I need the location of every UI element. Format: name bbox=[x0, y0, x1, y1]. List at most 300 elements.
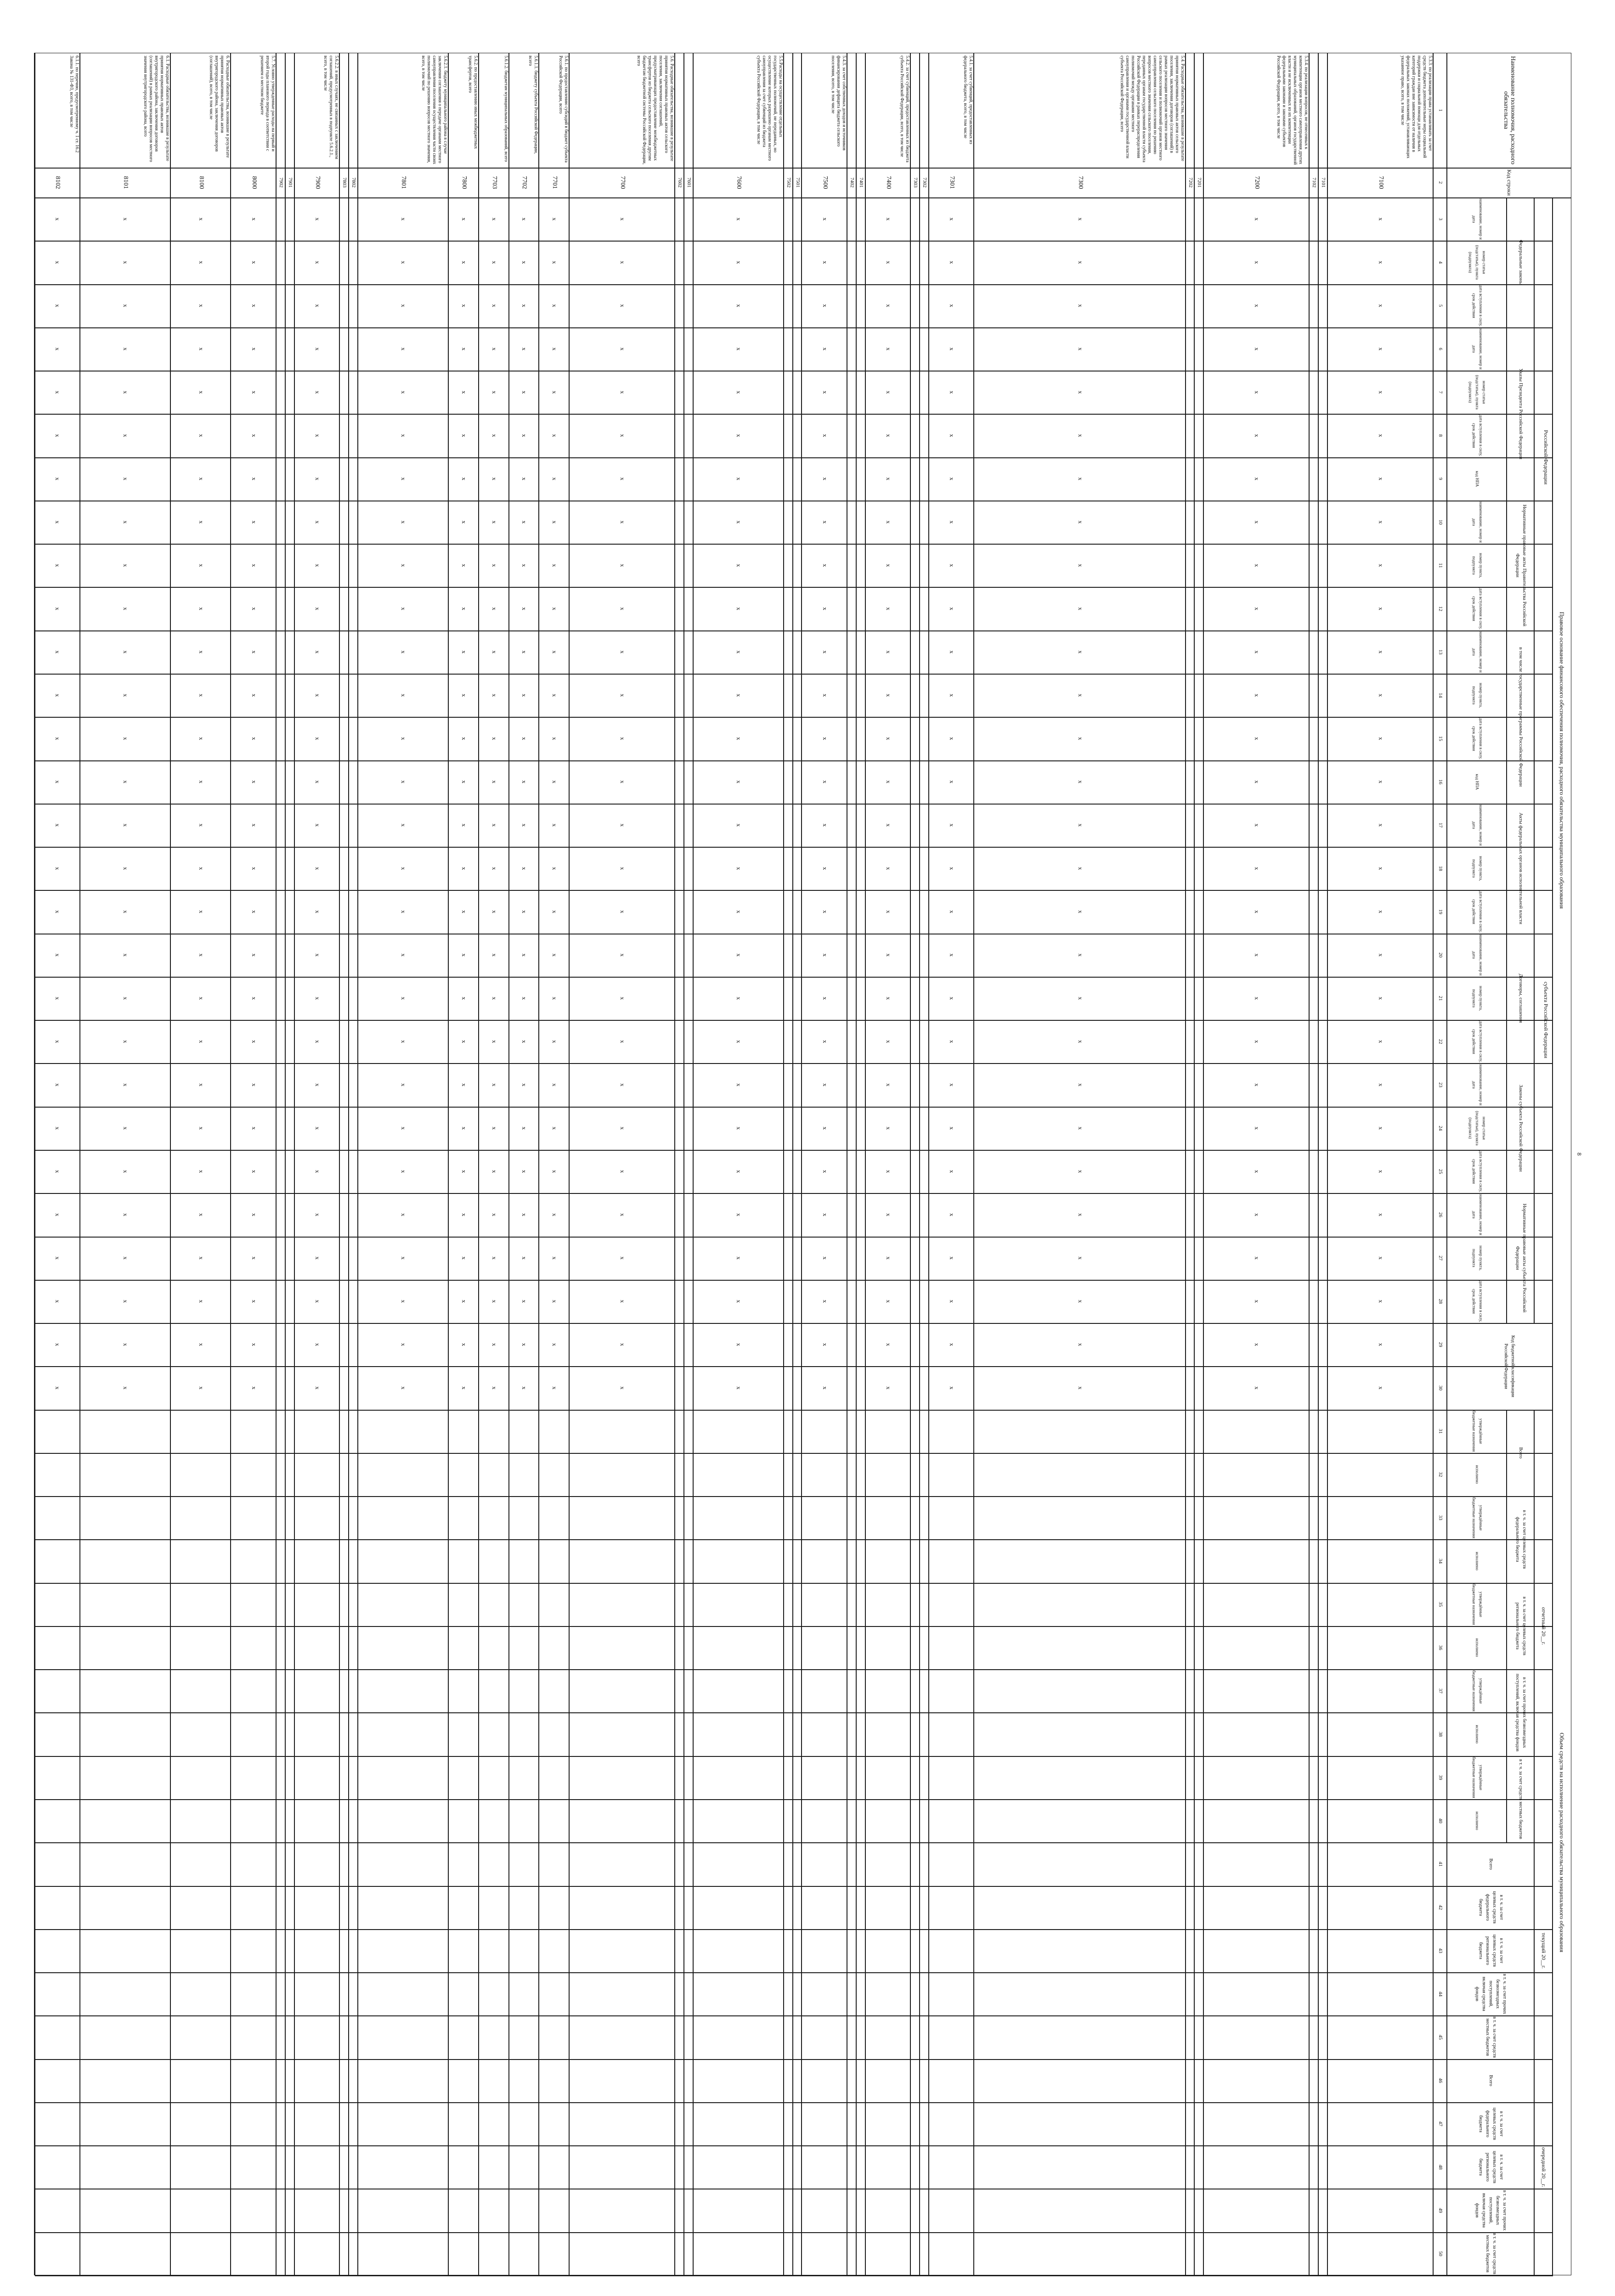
placeholder-mark: x bbox=[54, 1343, 62, 1346]
placeholder-mark: x bbox=[460, 1170, 468, 1173]
grid-line bbox=[35, 587, 1553, 588]
placeholder-mark: x bbox=[122, 996, 130, 1000]
subrow-code: 7101 bbox=[1320, 177, 1326, 188]
placeholder-mark: x bbox=[1254, 477, 1261, 480]
placeholder-mark: x bbox=[491, 261, 498, 264]
placeholder-mark: x bbox=[735, 347, 743, 351]
placeholder-mark: x bbox=[1077, 304, 1084, 307]
placeholder-mark: x bbox=[551, 1213, 559, 1216]
grid-line bbox=[35, 1063, 1553, 1064]
placeholder-mark: x bbox=[735, 1300, 743, 1303]
col-number: 34 bbox=[1438, 1559, 1444, 1564]
placeholder-mark: x bbox=[949, 564, 956, 567]
col-number: 15 bbox=[1438, 736, 1444, 741]
placeholder-mark: x bbox=[735, 996, 743, 1000]
subrow-code: 7501 bbox=[795, 177, 801, 188]
placeholder-mark: x bbox=[1254, 823, 1261, 827]
row-label: 5.3.3. по реализации права устанавливать за счет средств бюджета дополнительные меры социальной поддержки и социальной помощи для отдельных категорий граждан вне зависимости от наличия в федеральных законах положений, устанавливающих указанное право, всего, в том числе bbox=[1400, 56, 1433, 158]
grid-line bbox=[538, 53, 539, 2275]
placeholder-mark: x bbox=[314, 867, 321, 870]
placeholder-mark: x bbox=[250, 996, 258, 1000]
placeholder-mark: x bbox=[1077, 1213, 1084, 1216]
placeholder-mark: x bbox=[619, 1300, 627, 1303]
placeholder-mark: x bbox=[885, 261, 892, 264]
placeholder-mark: x bbox=[821, 650, 829, 654]
col-number: 24 bbox=[1438, 1125, 1444, 1131]
placeholder-mark: x bbox=[314, 823, 321, 827]
placeholder-mark: x bbox=[1377, 304, 1384, 307]
period-subcol: утверждённые бюджетные назначения bbox=[1472, 1497, 1483, 1539]
page-marker: 8 bbox=[1576, 1153, 1583, 1156]
placeholder-mark: x bbox=[314, 1300, 321, 1303]
placeholder-mark: x bbox=[491, 867, 498, 870]
placeholder-mark: x bbox=[1254, 996, 1261, 1000]
placeholder-mark: x bbox=[491, 520, 498, 524]
col-number: 26 bbox=[1438, 1212, 1444, 1217]
placeholder-mark: x bbox=[491, 1040, 498, 1043]
placeholder-mark: x bbox=[1254, 867, 1261, 870]
placeholder-mark: x bbox=[122, 1386, 130, 1390]
placeholder-mark: x bbox=[314, 953, 321, 957]
col-number: 45 bbox=[1438, 2035, 1444, 2040]
placeholder-mark: x bbox=[491, 1300, 498, 1303]
placeholder-mark: x bbox=[198, 1040, 205, 1043]
col-number: 49 bbox=[1438, 2208, 1444, 2213]
placeholder-mark: x bbox=[491, 217, 498, 221]
placeholder-mark: x bbox=[735, 390, 743, 394]
code-column-header: Код строки bbox=[1506, 169, 1513, 196]
placeholder-mark: x bbox=[521, 1386, 528, 1390]
row-code: 7701 bbox=[551, 176, 559, 189]
placeholder-mark: x bbox=[54, 693, 62, 697]
placeholder-mark: x bbox=[122, 1083, 130, 1086]
placeholder-mark: x bbox=[198, 737, 205, 740]
placeholder-mark: x bbox=[1077, 1170, 1084, 1173]
budget-class-header: Код бюджетной классификации Российской Федерации bbox=[1503, 1335, 1515, 1397]
placeholder-mark: x bbox=[122, 910, 130, 913]
placeholder-mark: x bbox=[521, 477, 528, 480]
col-number: 3 bbox=[1438, 218, 1444, 220]
row-code: 7300 bbox=[1077, 176, 1084, 189]
grid-line bbox=[35, 760, 1553, 761]
placeholder-mark: x bbox=[54, 737, 62, 740]
grid-line bbox=[1185, 53, 1186, 2275]
placeholder-mark: x bbox=[885, 217, 892, 221]
placeholder-mark: x bbox=[619, 1213, 627, 1216]
placeholder-mark: x bbox=[460, 1256, 468, 1260]
placeholder-mark: x bbox=[949, 1256, 956, 1260]
grid-line bbox=[357, 53, 358, 2275]
placeholder-mark: x bbox=[521, 347, 528, 351]
placeholder-mark: x bbox=[54, 953, 62, 957]
placeholder-mark: x bbox=[619, 347, 627, 351]
placeholder-mark: x bbox=[1254, 1343, 1261, 1346]
grid-line bbox=[35, 1496, 1553, 1497]
grid-line bbox=[1506, 630, 1507, 804]
grid-line bbox=[35, 1193, 1553, 1194]
placeholder-mark: x bbox=[821, 953, 829, 957]
placeholder-mark: x bbox=[400, 607, 407, 610]
placeholder-mark: x bbox=[400, 1343, 407, 1346]
subrow-code: 7302 bbox=[921, 177, 927, 188]
placeholder-mark: x bbox=[460, 1300, 468, 1303]
placeholder-mark: x bbox=[1077, 867, 1084, 870]
placeholder-mark: x bbox=[460, 261, 468, 264]
placeholder-mark: x bbox=[1077, 1386, 1084, 1390]
grid-line bbox=[35, 1107, 1553, 1108]
placeholder-mark: x bbox=[198, 1213, 205, 1216]
placeholder-mark: x bbox=[735, 217, 743, 221]
placeholder-mark: x bbox=[460, 693, 468, 697]
placeholder-mark: x bbox=[198, 780, 205, 783]
grid-line bbox=[35, 2145, 1553, 2146]
placeholder-mark: x bbox=[1077, 217, 1084, 221]
placeholder-mark: x bbox=[460, 520, 468, 524]
placeholder-mark: x bbox=[551, 607, 559, 610]
placeholder-mark: x bbox=[1377, 477, 1384, 480]
placeholder-mark: x bbox=[314, 780, 321, 783]
placeholder-mark: x bbox=[314, 996, 321, 1000]
row-code: 8100 bbox=[198, 176, 205, 189]
placeholder-mark: x bbox=[491, 1083, 498, 1086]
placeholder-mark: x bbox=[198, 1343, 205, 1346]
placeholder-mark: x bbox=[250, 737, 258, 740]
placeholder-mark: x bbox=[122, 1126, 130, 1130]
placeholder-mark: x bbox=[1077, 910, 1084, 913]
grid-line bbox=[683, 53, 684, 2275]
placeholder-mark: x bbox=[1377, 867, 1384, 870]
placeholder-mark: x bbox=[735, 953, 743, 957]
placeholder-mark: x bbox=[521, 1213, 528, 1216]
placeholder-mark: x bbox=[735, 1213, 743, 1216]
placeholder-mark: x bbox=[460, 607, 468, 610]
placeholder-mark: x bbox=[198, 1083, 205, 1086]
row-code: 7500 bbox=[821, 176, 829, 189]
placeholder-mark: x bbox=[250, 217, 258, 221]
placeholder-mark: x bbox=[619, 953, 627, 957]
placeholder-mark: x bbox=[821, 261, 829, 264]
placeholder-mark: x bbox=[198, 650, 205, 654]
placeholder-mark: x bbox=[619, 693, 627, 697]
legal-doc-subcol: дата вступления в силу, срок действия bbox=[1472, 1151, 1483, 1193]
placeholder-mark: x bbox=[122, 953, 130, 957]
placeholder-mark: x bbox=[821, 780, 829, 783]
placeholder-mark: x bbox=[122, 390, 130, 394]
placeholder-mark: x bbox=[54, 347, 62, 351]
placeholder-mark: x bbox=[735, 607, 743, 610]
row-label: 5.4.1. за счет субвенций, предоставленных из федерального бюджета, всего, в том числе bbox=[963, 56, 974, 144]
grid-line bbox=[1327, 53, 1328, 2275]
placeholder-mark: x bbox=[400, 1126, 407, 1130]
placeholder-mark: x bbox=[460, 1040, 468, 1043]
row-label: 5.6.1.1. бюджету субъекта Российской Федерации, всего bbox=[528, 56, 539, 154]
row-label: 6.1. Расходные обязательства, возникшие в результате принятия нормативных правовых актов внутригородского района, заключения договоров (соглашений) в рамках реализации вопросов местного значения внутригородского района, всего bbox=[142, 56, 170, 162]
placeholder-mark: x bbox=[491, 304, 498, 307]
row-label: 5.5.Расходы на осуществление отдельных государственных полномочий, не переданных, но осуществление которых разрешено органам местного самоуправления за счет субвенций из бюджета субъекта Российской Федерации, в том числе bbox=[756, 56, 784, 161]
placeholder-mark: x bbox=[619, 1126, 627, 1130]
col-number: 41 bbox=[1438, 1861, 1444, 1867]
placeholder-mark: x bbox=[54, 1170, 62, 1173]
placeholder-mark: x bbox=[250, 1170, 258, 1173]
placeholder-mark: x bbox=[521, 996, 528, 1000]
col-number: 29 bbox=[1438, 1342, 1444, 1347]
placeholder-mark: x bbox=[250, 261, 258, 264]
grid-line bbox=[35, 197, 1553, 198]
placeholder-mark: x bbox=[551, 347, 559, 351]
placeholder-mark: x bbox=[54, 1040, 62, 1043]
period-group: в т. ч. за счет прочих безвозмездных поступлений, включая средства фондов bbox=[1515, 1673, 1527, 1752]
placeholder-mark: x bbox=[619, 1040, 627, 1043]
placeholder-mark: x bbox=[400, 1256, 407, 1260]
placeholder-mark: x bbox=[1377, 1386, 1384, 1390]
placeholder-mark: x bbox=[460, 823, 468, 827]
placeholder-mark: x bbox=[885, 737, 892, 740]
placeholder-mark: x bbox=[491, 1170, 498, 1173]
placeholder-mark: x bbox=[400, 780, 407, 783]
placeholder-mark: x bbox=[735, 780, 743, 783]
placeholder-mark: x bbox=[198, 1126, 205, 1130]
placeholder-mark: x bbox=[735, 261, 743, 264]
placeholder-mark: x bbox=[460, 1213, 468, 1216]
legal-doc-subcol: дата вступления в силу, срок действия bbox=[1472, 285, 1483, 326]
grid-line bbox=[35, 890, 1553, 891]
placeholder-mark: x bbox=[122, 1213, 130, 1216]
placeholder-mark: x bbox=[521, 1256, 528, 1260]
placeholder-mark: x bbox=[735, 1040, 743, 1043]
placeholder-mark: x bbox=[949, 1170, 956, 1173]
name-column-header: Наименование полномочия, расходного обязательства bbox=[1502, 56, 1516, 165]
placeholder-mark: x bbox=[551, 1126, 559, 1130]
placeholder-mark: x bbox=[314, 564, 321, 567]
placeholder-mark: x bbox=[521, 1126, 528, 1130]
placeholder-mark: x bbox=[198, 390, 205, 394]
placeholder-mark: x bbox=[735, 737, 743, 740]
grid-line bbox=[1506, 1193, 1507, 1323]
placeholder-mark: x bbox=[122, 217, 130, 221]
grid-line bbox=[35, 284, 1553, 285]
placeholder-mark: x bbox=[400, 1170, 407, 1173]
placeholder-mark: x bbox=[314, 1213, 321, 1216]
grid-line bbox=[285, 53, 286, 2275]
grid-line bbox=[348, 53, 349, 2275]
placeholder-mark: x bbox=[1077, 1256, 1084, 1260]
legal-doc-subcol: номер пункта, подпункта bbox=[1472, 985, 1483, 1011]
grid-line bbox=[339, 53, 340, 2275]
subrow-code: 7802 bbox=[350, 177, 356, 188]
placeholder-mark: x bbox=[314, 477, 321, 480]
placeholder-mark: x bbox=[885, 693, 892, 697]
placeholder-mark: x bbox=[198, 607, 205, 610]
placeholder-mark: x bbox=[949, 1213, 956, 1216]
grid-line bbox=[910, 53, 911, 2275]
placeholder-mark: x bbox=[821, 607, 829, 610]
placeholder-mark: x bbox=[821, 693, 829, 697]
placeholder-mark: x bbox=[460, 1343, 468, 1346]
placeholder-mark: x bbox=[619, 910, 627, 913]
subrow-code: 7901 bbox=[287, 177, 293, 188]
grid-line bbox=[35, 977, 1553, 978]
period-col: Всего bbox=[1488, 1858, 1494, 1870]
placeholder-mark: x bbox=[1377, 564, 1384, 567]
placeholder-mark: x bbox=[1377, 1343, 1384, 1346]
subject-level-header: субъекта Российской Федерации bbox=[1543, 981, 1550, 1058]
placeholder-mark: x bbox=[1254, 953, 1261, 957]
placeholder-mark: x bbox=[54, 650, 62, 654]
placeholder-mark: x bbox=[1254, 261, 1261, 264]
placeholder-mark: x bbox=[551, 823, 559, 827]
period-group: Всего bbox=[1518, 1447, 1524, 1459]
col-number: 37 bbox=[1438, 1688, 1444, 1694]
placeholder-mark: x bbox=[491, 564, 498, 567]
placeholder-mark: x bbox=[1254, 1083, 1261, 1086]
placeholder-mark: x bbox=[619, 1343, 627, 1346]
placeholder-mark: x bbox=[460, 780, 468, 783]
placeholder-mark: x bbox=[885, 520, 892, 524]
grid-line bbox=[35, 1799, 1553, 1800]
col-number: 14 bbox=[1438, 692, 1444, 698]
placeholder-mark: x bbox=[400, 693, 407, 697]
placeholder-mark: x bbox=[460, 867, 468, 870]
placeholder-mark: x bbox=[314, 910, 321, 913]
placeholder-mark: x bbox=[314, 217, 321, 221]
placeholder-mark: x bbox=[314, 304, 321, 307]
placeholder-mark: x bbox=[551, 434, 559, 437]
placeholder-mark: x bbox=[400, 1083, 407, 1086]
col-number: 7 bbox=[1438, 391, 1444, 394]
col-number: 20 bbox=[1438, 952, 1444, 958]
placeholder-mark: x bbox=[821, 304, 829, 307]
placeholder-mark: x bbox=[1254, 520, 1261, 524]
placeholder-mark: x bbox=[949, 1126, 956, 1130]
col-number: 35 bbox=[1438, 1602, 1444, 1607]
placeholder-mark: x bbox=[491, 996, 498, 1000]
placeholder-mark: x bbox=[1254, 304, 1261, 307]
placeholder-mark: x bbox=[885, 867, 892, 870]
placeholder-mark: x bbox=[491, 1126, 498, 1130]
placeholder-mark: x bbox=[885, 607, 892, 610]
placeholder-mark: x bbox=[1377, 1083, 1384, 1086]
placeholder-mark: x bbox=[885, 564, 892, 567]
period-col: в т. ч. за счет целевых средств федерального бюджета bbox=[1478, 2107, 1504, 2140]
placeholder-mark: x bbox=[491, 607, 498, 610]
placeholder-mark: x bbox=[619, 1083, 627, 1086]
placeholder-mark: x bbox=[949, 910, 956, 913]
col-number: 2 bbox=[1438, 181, 1444, 184]
placeholder-mark: x bbox=[1254, 1300, 1261, 1303]
grid-line bbox=[674, 53, 675, 2275]
placeholder-mark: x bbox=[619, 520, 627, 524]
grid-line bbox=[294, 53, 295, 2275]
grid-line bbox=[569, 53, 570, 2275]
placeholder-mark: x bbox=[1077, 953, 1084, 957]
placeholder-mark: x bbox=[521, 780, 528, 783]
placeholder-mark: x bbox=[1254, 650, 1261, 654]
legal-doc-header-4: Акты федеральных органов исполнительной власти bbox=[1518, 812, 1524, 924]
placeholder-mark: x bbox=[735, 304, 743, 307]
placeholder-mark: x bbox=[885, 1386, 892, 1390]
grid-line bbox=[1534, 197, 1535, 1323]
period-subcol: утверждённые бюджетные назначения bbox=[1472, 1410, 1483, 1452]
grid-line bbox=[35, 1583, 1553, 1584]
placeholder-mark: x bbox=[250, 1126, 258, 1130]
placeholder-mark: x bbox=[250, 564, 258, 567]
grid-line bbox=[35, 2102, 1553, 2103]
placeholder-mark: x bbox=[949, 477, 956, 480]
placeholder-mark: x bbox=[821, 1083, 829, 1086]
placeholder-mark: x bbox=[122, 1343, 130, 1346]
placeholder-mark: x bbox=[821, 1386, 829, 1390]
legal-doc-subcol: наименование, номер и дата bbox=[1472, 631, 1483, 673]
placeholder-mark: x bbox=[885, 1083, 892, 1086]
legal-doc-header-0: Федеральные законы bbox=[1518, 240, 1524, 285]
placeholder-mark: x bbox=[1254, 780, 1261, 783]
row-code: 7900 bbox=[314, 176, 321, 189]
col-number: 4 bbox=[1438, 261, 1444, 264]
period-subcol: исполнено bbox=[1475, 1465, 1480, 1484]
placeholder-mark: x bbox=[735, 1343, 743, 1346]
placeholder-mark: x bbox=[198, 867, 205, 870]
placeholder-mark: x bbox=[198, 434, 205, 437]
placeholder-mark: x bbox=[735, 910, 743, 913]
placeholder-mark: x bbox=[491, 477, 498, 480]
col-number: 12 bbox=[1438, 606, 1444, 612]
placeholder-mark: x bbox=[400, 823, 407, 827]
placeholder-mark: x bbox=[551, 217, 559, 221]
col-number: 21 bbox=[1438, 996, 1444, 1001]
placeholder-mark: x bbox=[1077, 780, 1084, 783]
placeholder-mark: x bbox=[122, 693, 130, 697]
placeholder-mark: x bbox=[54, 390, 62, 394]
placeholder-mark: x bbox=[735, 867, 743, 870]
period-col: в т. ч. за счет средств местных бюджетов bbox=[1485, 2233, 1497, 2274]
placeholder-mark: x bbox=[619, 304, 627, 307]
placeholder-mark: x bbox=[1377, 520, 1384, 524]
placeholder-mark: x bbox=[619, 434, 627, 437]
grid-line bbox=[35, 1972, 1553, 1973]
placeholder-mark: x bbox=[491, 434, 498, 437]
row-code: 7301 bbox=[949, 176, 956, 189]
subrow-code: 7803 bbox=[342, 177, 348, 188]
placeholder-mark: x bbox=[1377, 217, 1384, 221]
placeholder-mark: x bbox=[821, 1213, 829, 1216]
placeholder-mark: x bbox=[1077, 650, 1084, 654]
placeholder-mark: x bbox=[400, 1213, 407, 1216]
placeholder-mark: x bbox=[491, 953, 498, 957]
period-subcol: исполнено bbox=[1475, 1552, 1480, 1570]
placeholder-mark: x bbox=[1377, 1300, 1384, 1303]
placeholder-mark: x bbox=[551, 1300, 559, 1303]
placeholder-mark: x bbox=[551, 1386, 559, 1390]
placeholder-mark: x bbox=[250, 1256, 258, 1260]
col-number: 9 bbox=[1438, 478, 1444, 480]
period-col: в т. ч. за счет целевых средств федерального бюджета bbox=[1478, 1891, 1504, 1924]
col-number: 5 bbox=[1438, 304, 1444, 307]
placeholder-mark: x bbox=[949, 1040, 956, 1043]
placeholder-mark: x bbox=[250, 867, 258, 870]
placeholder-mark: x bbox=[314, 1126, 321, 1130]
placeholder-mark: x bbox=[198, 217, 205, 221]
placeholder-mark: x bbox=[949, 304, 956, 307]
placeholder-mark: x bbox=[521, 823, 528, 827]
period-group: в т. ч. за счет средств местных бюджетов bbox=[1518, 1759, 1524, 1839]
placeholder-mark: x bbox=[521, 737, 528, 740]
grid-line bbox=[35, 1886, 1553, 1887]
grid-line bbox=[35, 2015, 1553, 2016]
placeholder-mark: x bbox=[314, 650, 321, 654]
col-number: 44 bbox=[1438, 1991, 1444, 1997]
placeholder-mark: x bbox=[885, 823, 892, 827]
placeholder-mark: x bbox=[821, 910, 829, 913]
